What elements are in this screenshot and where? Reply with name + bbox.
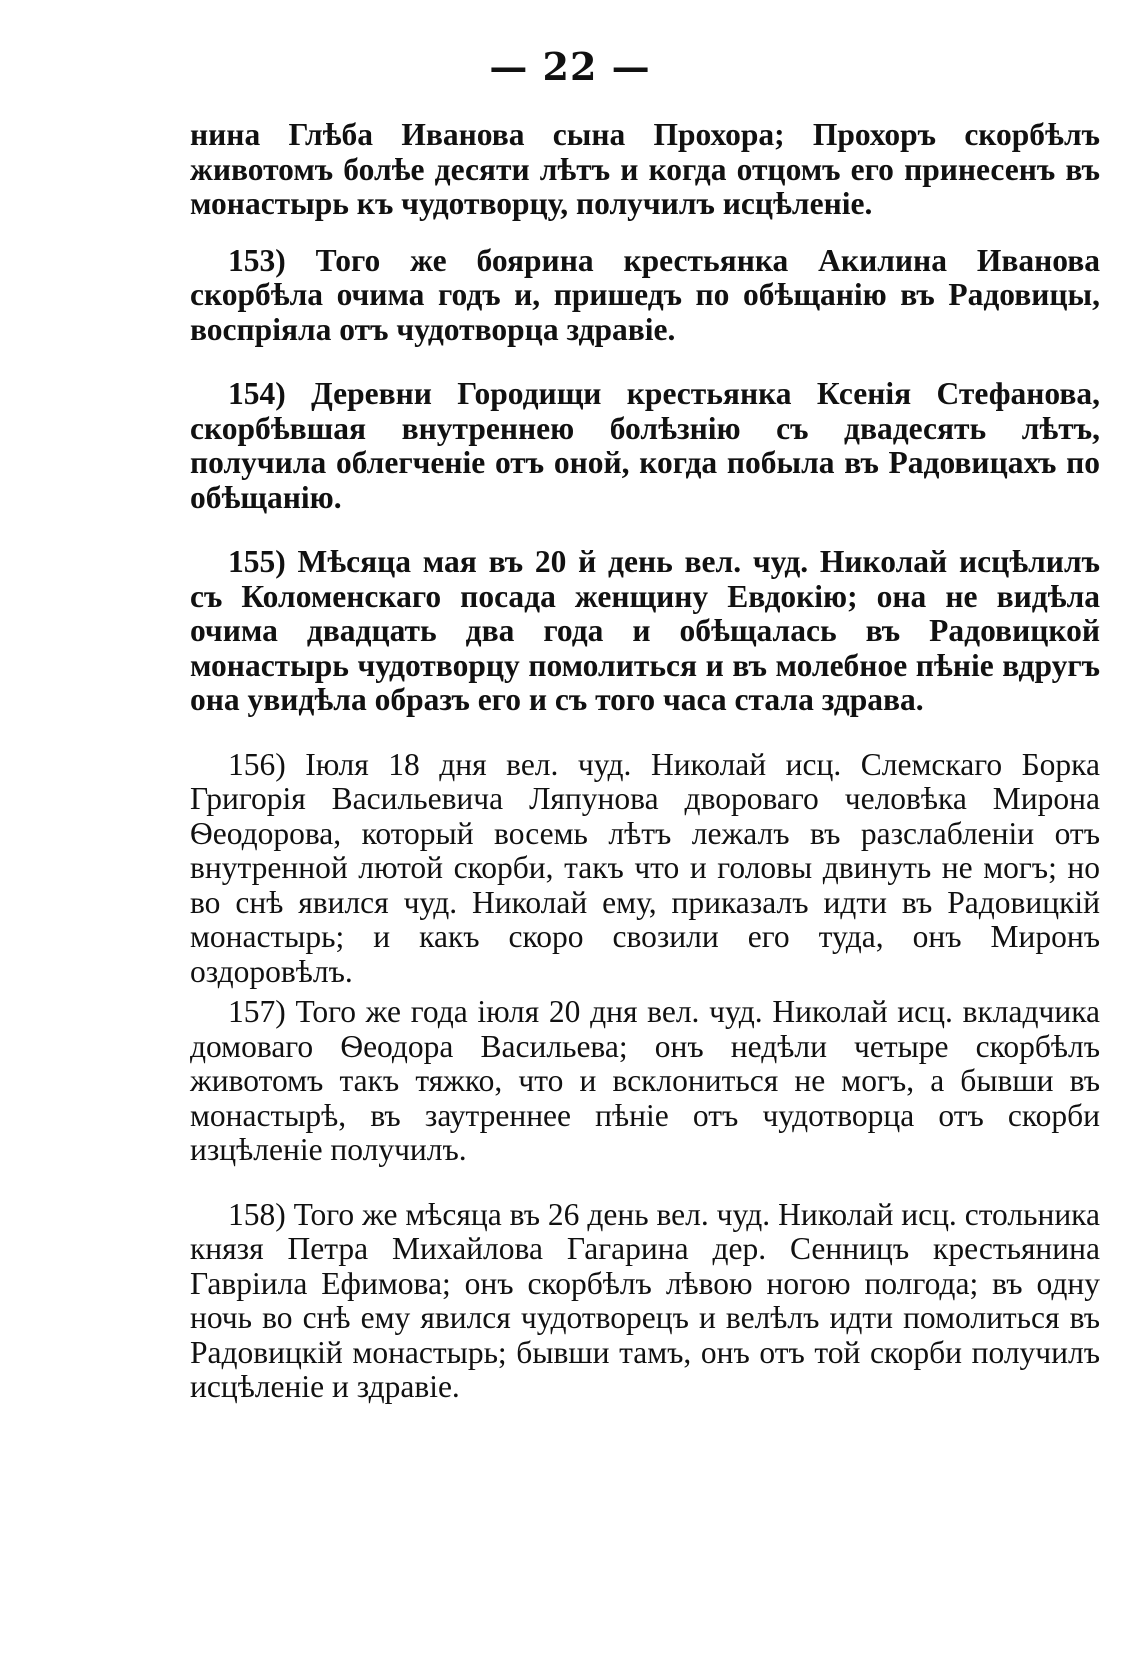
paragraph-entry-158: 158) Того же мѣсяца въ 26 день вел. чуд. Николай исц. стольника князя Петра Михайлова Гагарина дер. Сенницъ крестьянина Гавріила Ефимова; онъ скорбѣлъ лѣвою ногою полгода; въ одну ночь во снѣ ему явился чудотворецъ и велѣлъ идти помолиться въ Радовицкій монастырь; бывши тамъ, онъ отъ той скорби получилъ исцѣленіе и здравіе. [190, 1196, 1100, 1404]
paragraph-entry-156: 156) Іюля 18 дня вел. чуд. Николай исц. Слемскаго Борка Григорія Васильевича Ляпунова двороваго человѣка Мирона Ѳеодорова, который восемь лѣтъ лежалъ въ разслабленіи отъ внутренной лютой скорби, такъ что и головы двинуть не могъ; но во снѣ явился чуд. Николай ему, приказалъ идти въ Радовицкій монастырь; и какъ скоро свозили его туда, онъ Миронъ оздоровѣлъ. [190, 746, 1100, 989]
paragraph-entry-155: 155) Мѣсяца мая въ 20 й день вел. чуд. Николай исцѣлилъ съ Коломенскаго посада женщину Евдокію; она не видѣла очима двадцать два года и обѣщалась въ Радовицкой монастырь чудотворцу помолиться и въ молебное пѣніе вдругъ она увидѣла образъ его и съ того часа стала здрава. [190, 544, 1100, 717]
page-number: — 22 — [489, 44, 651, 89]
paragraph-entry-153: 153) Того же боярина крестьянка Акилина Иванова скорбѣла очима годъ и, пришедъ по обѣщанію въ Радовицы, воспріяла отъ чудотворца здравіе. [190, 242, 1100, 347]
paragraph-entry-154: 154) Деревни Городищи крестьянка Ксенія Стефанова, скорбѣвшая внутреннею болѣзнію съ двадесять лѣтъ, получила облегченіе отъ оной, когда побыла въ Радовицахъ по обѣщанію. [190, 376, 1100, 515]
paragraph-continued-152: нина Глѣба Иванова сына Прохора; Прохоръ скорбѣлъ животомъ болѣе десяти лѣтъ и когда отцомъ его принесенъ въ монастырь къ чудотворцу, получилъ исцѣленіе. [190, 117, 1100, 221]
page-body [190, 118, 1100, 1405]
paragraph-entry-157: 157) Того же года іюля 20 дня вел. чуд. Николай исц. вкладчика домоваго Ѳеодора Васильева; онъ недѣли четыре скорбѣлъ животомъ такъ тяжко, что и всклониться не могъ, а бывши въ монастырѣ, въ заутреннее пѣніе отъ чудотворца отъ скорби изцѣленіе получилъ. [190, 994, 1100, 1167]
